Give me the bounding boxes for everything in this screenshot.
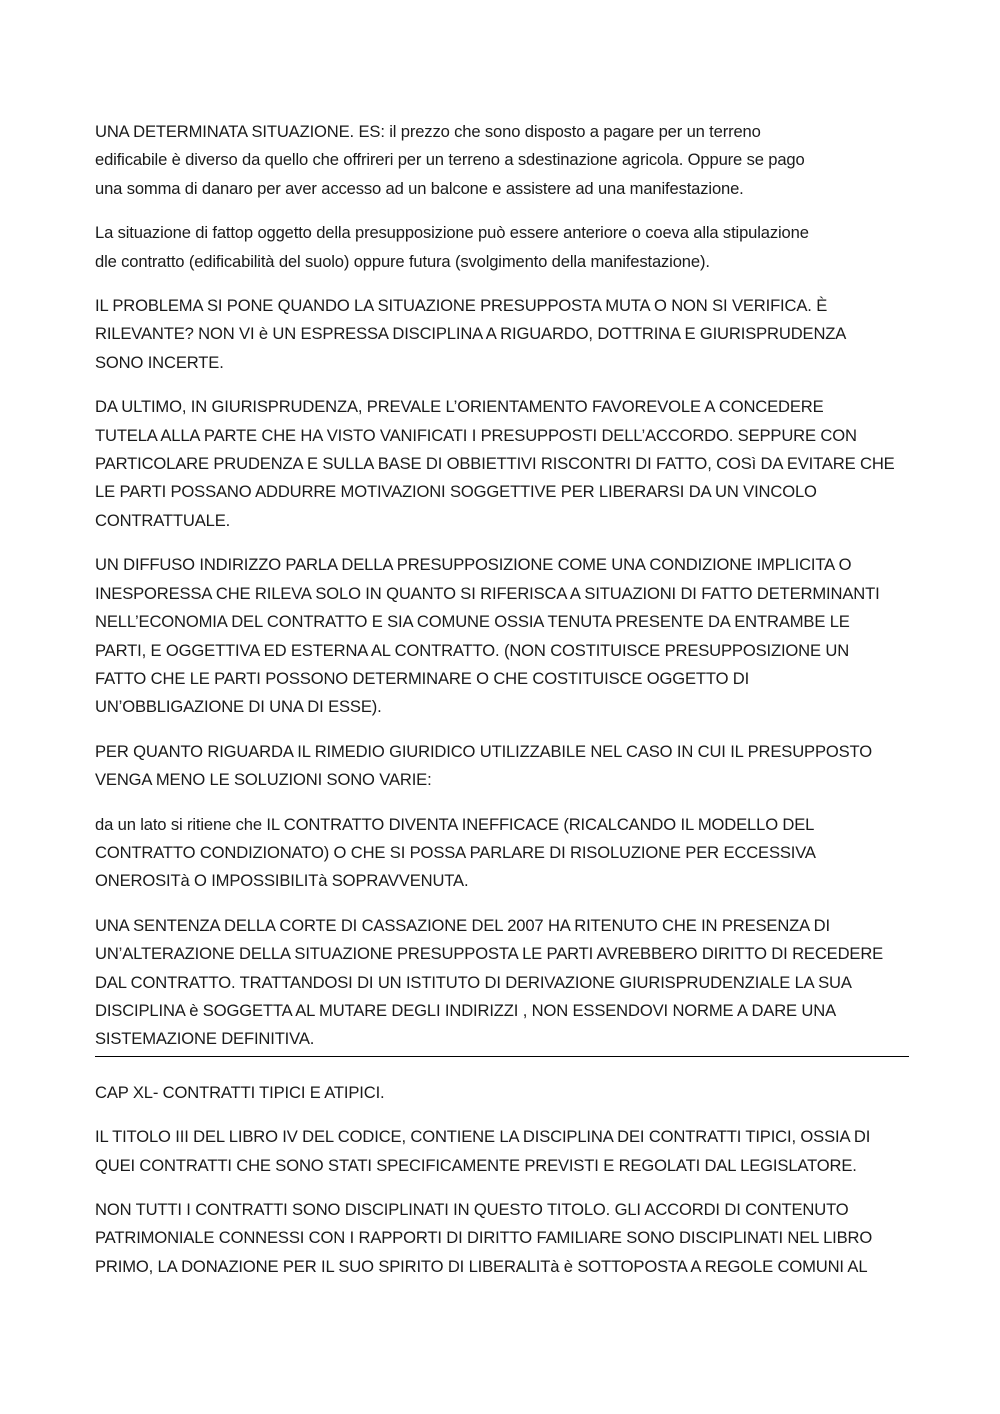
paragraph-implicit-condition: UN DIFFUSO INDIRIZZO PARLA DELLA PRESUPPOSIZIONE COME UNA CONDIZIONE IMPLICITA O INESPORESSA CHE RILEVA SOLO IN QUANTO SI RIFERISCA A SITUAZIONI DI FATTO DETERMINANTI NELL’ECONOMIA DEL CONTRATTO E SIA COMUNE OSSIA TENUTA PRESENTE DA ENTRAMBE LE PARTI, E OGGETTIVA ED ESTERNA AL CONTRATTO. (NON COSTITUISCE PRESUPPOSIZIONE UN FATTO CHE LE PARTI POSSONO DETERMINARE O CHE COSTITUISCE OGGETTO DI UN’OBBLIGAZIONE DI UNA DI ESSE).	[95, 555, 880, 717]
paragraph-ineffective-contract: da un lato si ritiene che IL CONTRATTO DIVENTA INEFFICACE (RICALCANDO IL MODELLO DEL CONTRATTO CONDIZIONATO) O CHE SI POSSA PARLARE DI RISOLUZIONE PER ECCESSIVA ONEROSITà O IMPOSSIBILITà SOPRAVVENUTA.	[95, 814, 816, 891]
paragraph-cassation-ruling: UNA SENTENZA DELLA CORTE DI CASSAZIONE DEL 2007 HA RITENUTO CHE IN PRESENZA DI UN’ALTERAZIONE DELLA SITUAZIONE PRESUPPOSTA LE PARTI AVREBBERO DIRITTO DI RECEDERE DAL CONTRATTO. TRATTANDOSI DI UN ISTITUTO DI DERIVAZIONE GIURISPRUDENZIALE LA SUA DISCIPLINA è SOGGETTA AL MUTARE DEGLI INDIRIZZI , NON ESSENDOVI NORME A DARE UNA SISTEMAZIONE DEFINITIVA.	[95, 912, 909, 1057]
chapter-heading: CAP XL- CONTRATTI TIPICI E ATIPICI.	[95, 1082, 385, 1102]
paragraph-typical-contracts: IL TITOLO III DEL LIBRO IV DEL CODICE, CONTIENE LA DISCIPLINA DEI CONTRATTI TIPICI, OSSIA DI QUEI CONTRATTI CHE SONO STATI SPECIFICAMENTE PREVISTI E REGOLATI DAL LEGISLATORE.	[95, 1127, 871, 1175]
paragraph-fact-situation-timing: La situazione di fattop oggetto della presupposizione può essere anteriore o coeva alla stipulazione dle contratto (edificabilità del suolo) oppure futura (svolgimento della manifestazione).	[95, 223, 809, 271]
paragraph-not-all-contracts: NON TUTTI I CONTRATTI SONO DISCIPLINATI IN QUESTO TITOLO. GLI ACCORDI DI CONTENUTO PATRIMONIALE CONNESSI CON I RAPPORTI DI DIRITTO FAMILIARE SONO DISCIPLINATI NEL LIBRO PRIMO, LA DONAZIONE PER IL SUO SPIRITO DI LIBERALITà è SOTTOPOSTA A REGOLE COMUNI AL	[95, 1200, 873, 1276]
paragraph-presupposition-example: UNA DETERMINATA SITUAZIONE. ES: il prezzo che sono disposto a pagare per un terreno edificabile è diverso da quello che offrireri per un terreno a sdestinazione agricola. Oppure se pago una somma di danaro per aver accesso ad un balcone e assistere ad una manifestazione.	[95, 122, 805, 198]
paragraph-jurisprudence-orientation: DA ULTIMO, IN GIURISPRUDENZA, PREVALE L’ORIENTAMENTO FAVOREVOLE A CONCEDERE TUTELA ALLA PARTE CHE HA VISTO VANIFICATI I PRESUPPOSTI DELL’ACCORDO. SEPPURE CON PARTICOLARE PRUDENZA E SULLA BASE DI OBBIETTIVI RISCONTRI DI FATTO, COSì DA EVITARE CHE LE PARTI POSSANO ADDURRE MOTIVAZIONI SOGGETTIVE PER LIBERARSI DA UN VINCOLO CONTRATTUALE.	[95, 397, 895, 530]
paragraph-problem-statement: IL PROBLEMA SI PONE QUANDO LA SITUAZIONE PRESUPPOSTA MUTA O NON SI VERIFICA. È RILEVANTE? NON VI è UN ESPRESSA DISCIPLINA A RIGUARDO, DOTTRINA E GIURISPRUDENZA SONO INCERTE.	[95, 296, 847, 372]
paragraph-legal-remedy: PER QUANTO RIGUARDA IL RIMEDIO GIURIDICO UTILIZZABILE NEL CASO IN CUI IL PRESUPPOSTO VENGA MENO LE SOLUZIONI SONO VARIE:	[95, 741, 872, 790]
document-page	[95, 118, 907, 1297]
